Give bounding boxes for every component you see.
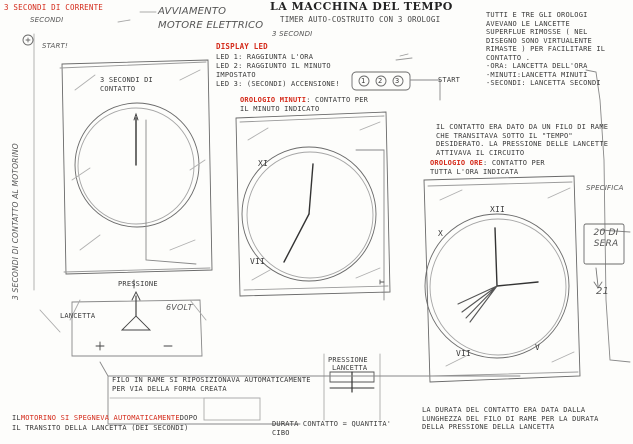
- numeral-x-hours: X: [438, 229, 444, 238]
- clock-hours-hand-b: [497, 282, 538, 286]
- orologio-ore-note: [430, 159, 560, 176]
- top-right-note: [486, 11, 605, 88]
- clock-minutes-hand-b: [309, 164, 313, 214]
- bottom-right-line: DELLA PRESSIONE DELLA LANCETTA: [422, 423, 555, 431]
- numeral-xi-minutes: XI: [258, 159, 269, 168]
- orologio-ore-heading: OROLOGIO ORE: [430, 159, 483, 167]
- note-line: -SECONDI: LANCETTA SECONDI: [486, 79, 601, 87]
- clock-seconds-face: [75, 103, 199, 227]
- led-heading: DISPLAY LED: [216, 42, 268, 51]
- start-label: START: [438, 76, 461, 84]
- orologio-ore-text: : CONTATTO PER TUTTA L'ORA INDICATA: [430, 159, 545, 176]
- note-line: TUTTI E TRE GLI OROLOGI: [486, 11, 588, 19]
- filo-note: [112, 376, 311, 393]
- hand-seconds: SECONDI: [30, 16, 64, 24]
- numeral-vii-hours: VII: [456, 349, 472, 358]
- note-line: SUPERFLUE RIMOSSE ( NEL: [486, 28, 588, 36]
- clock-hours-contact-wedge: [458, 286, 497, 322]
- numeral-xii-hours: XII: [490, 205, 506, 214]
- orologio-minuti-text: : CONTATTO PER IL MINUTO INDICATO: [240, 96, 369, 113]
- led-symbol-2: 2: [378, 77, 383, 85]
- lancetta-left: LANCETTA: [60, 312, 96, 320]
- filo-line: FILO IN RAME SI RIPOSIZIONAVA AUTOMATICAMENTE: [112, 376, 311, 384]
- hand-motore: MOTORE ELETTRICO: [158, 20, 264, 31]
- page-subtitle: TIMER AUTO-COSTRUITO CON 3 OROLOGI: [280, 15, 441, 24]
- clock-minutes-frame: [236, 112, 390, 296]
- note-line: AVEVANO LE LANCETTE: [486, 19, 570, 28]
- numeral-vii-minutes: VII: [250, 257, 266, 266]
- box-20-label: 20 DI SERA: [593, 228, 619, 249]
- bottom-right-line: LA DURATA DEL CONTATTO ERA DATA DALLA: [422, 406, 586, 414]
- note-line: RIMASTE ) PER FACILITARE IL: [486, 45, 606, 53]
- hand-3sec: 3 SECONDI: [272, 30, 313, 38]
- hand-avviamento: AVVIAMENTO: [158, 6, 227, 17]
- contact-line: CHE TRANSITAVA SOTTO IL "TEMPO": [436, 131, 573, 140]
- vertical-note: 3 SECONDI DI CONTATTO AL MOTORINO: [11, 143, 20, 300]
- pressione-left: PRESSIONE: [118, 280, 158, 288]
- note-line: DISEGNO SONO VIRTUALENTE: [486, 36, 592, 45]
- contact-note: [436, 123, 608, 157]
- orologio-minuti-note: [240, 96, 380, 113]
- bottom-left-line1: [12, 414, 197, 423]
- specifica-label: SPECIFICA: [586, 184, 624, 192]
- bottom-right-line: LUNGHEZZA DEL FILO DI RAME PER LA DURATA: [422, 414, 599, 423]
- page-title: LA MACCHINA DEL TEMPO: [270, 0, 453, 13]
- led-1: LED 1: RAGGIUNTA L'ORA: [216, 53, 314, 61]
- bottom-left-suffix: DOPO: [179, 414, 198, 422]
- durata-label: DURATA CONTATTO = QUANTITA' CIBO: [272, 420, 392, 437]
- numeral-v-hours: V: [535, 343, 541, 352]
- clock-hours-hand-a: [495, 228, 497, 286]
- bottom-left-line2: IL TRANSITO DELLA LANCETTA (DEI SECONDI): [12, 424, 189, 432]
- contact-line: DESIDERATO. LA PRESSIONE DELLE LANCETTE: [436, 140, 609, 148]
- bottom-left-highlight: MOTORINO SI SPEGNEVA AUTOMATICAMENTE: [20, 414, 180, 422]
- led-3: LED 3: (SECONDI) ACCENSIONE!: [216, 80, 340, 88]
- contact-line: IL CONTATTO ERA DATO DA UN FILO DI RAME: [436, 123, 609, 131]
- clock-minutes-hand-a: [284, 214, 309, 262]
- filo-line: PER VIA DELLA FORMA CREATA: [112, 384, 227, 393]
- note-line: -ORA: LANCETTA DELL'ORA: [486, 62, 588, 70]
- contact-line: ATTIVAVA IL CIRCUITO: [436, 148, 525, 157]
- bottom-left-prefix: IL: [12, 414, 21, 422]
- led-symbol-1: 1: [361, 77, 366, 85]
- led-symbol-3: 3: [395, 77, 400, 85]
- current-label: 3 SECONDI DI CORRENTE: [4, 3, 104, 12]
- led-2: LED 2: RAGGIUNTO IL MINUTO IMPOSTATO: [216, 62, 331, 79]
- bottom-right-note: [422, 406, 599, 432]
- note-line: CONTATTO .: [486, 53, 531, 62]
- hand-start: START!: [42, 42, 69, 50]
- note-line: -MINUTI:LANCETTA MINUTI: [486, 70, 588, 79]
- clock-seconds-label: 3 SECONDI DI CONTATTO: [100, 76, 153, 93]
- volt-label: 6VOLT: [166, 303, 193, 312]
- pressione-mid: PRESSIONE: [328, 356, 368, 364]
- orologio-minuti-heading: OROLOGIO MINUTI: [240, 96, 307, 104]
- lancetta-mid: LANCETTA: [332, 364, 368, 372]
- num-21: 21: [596, 286, 610, 297]
